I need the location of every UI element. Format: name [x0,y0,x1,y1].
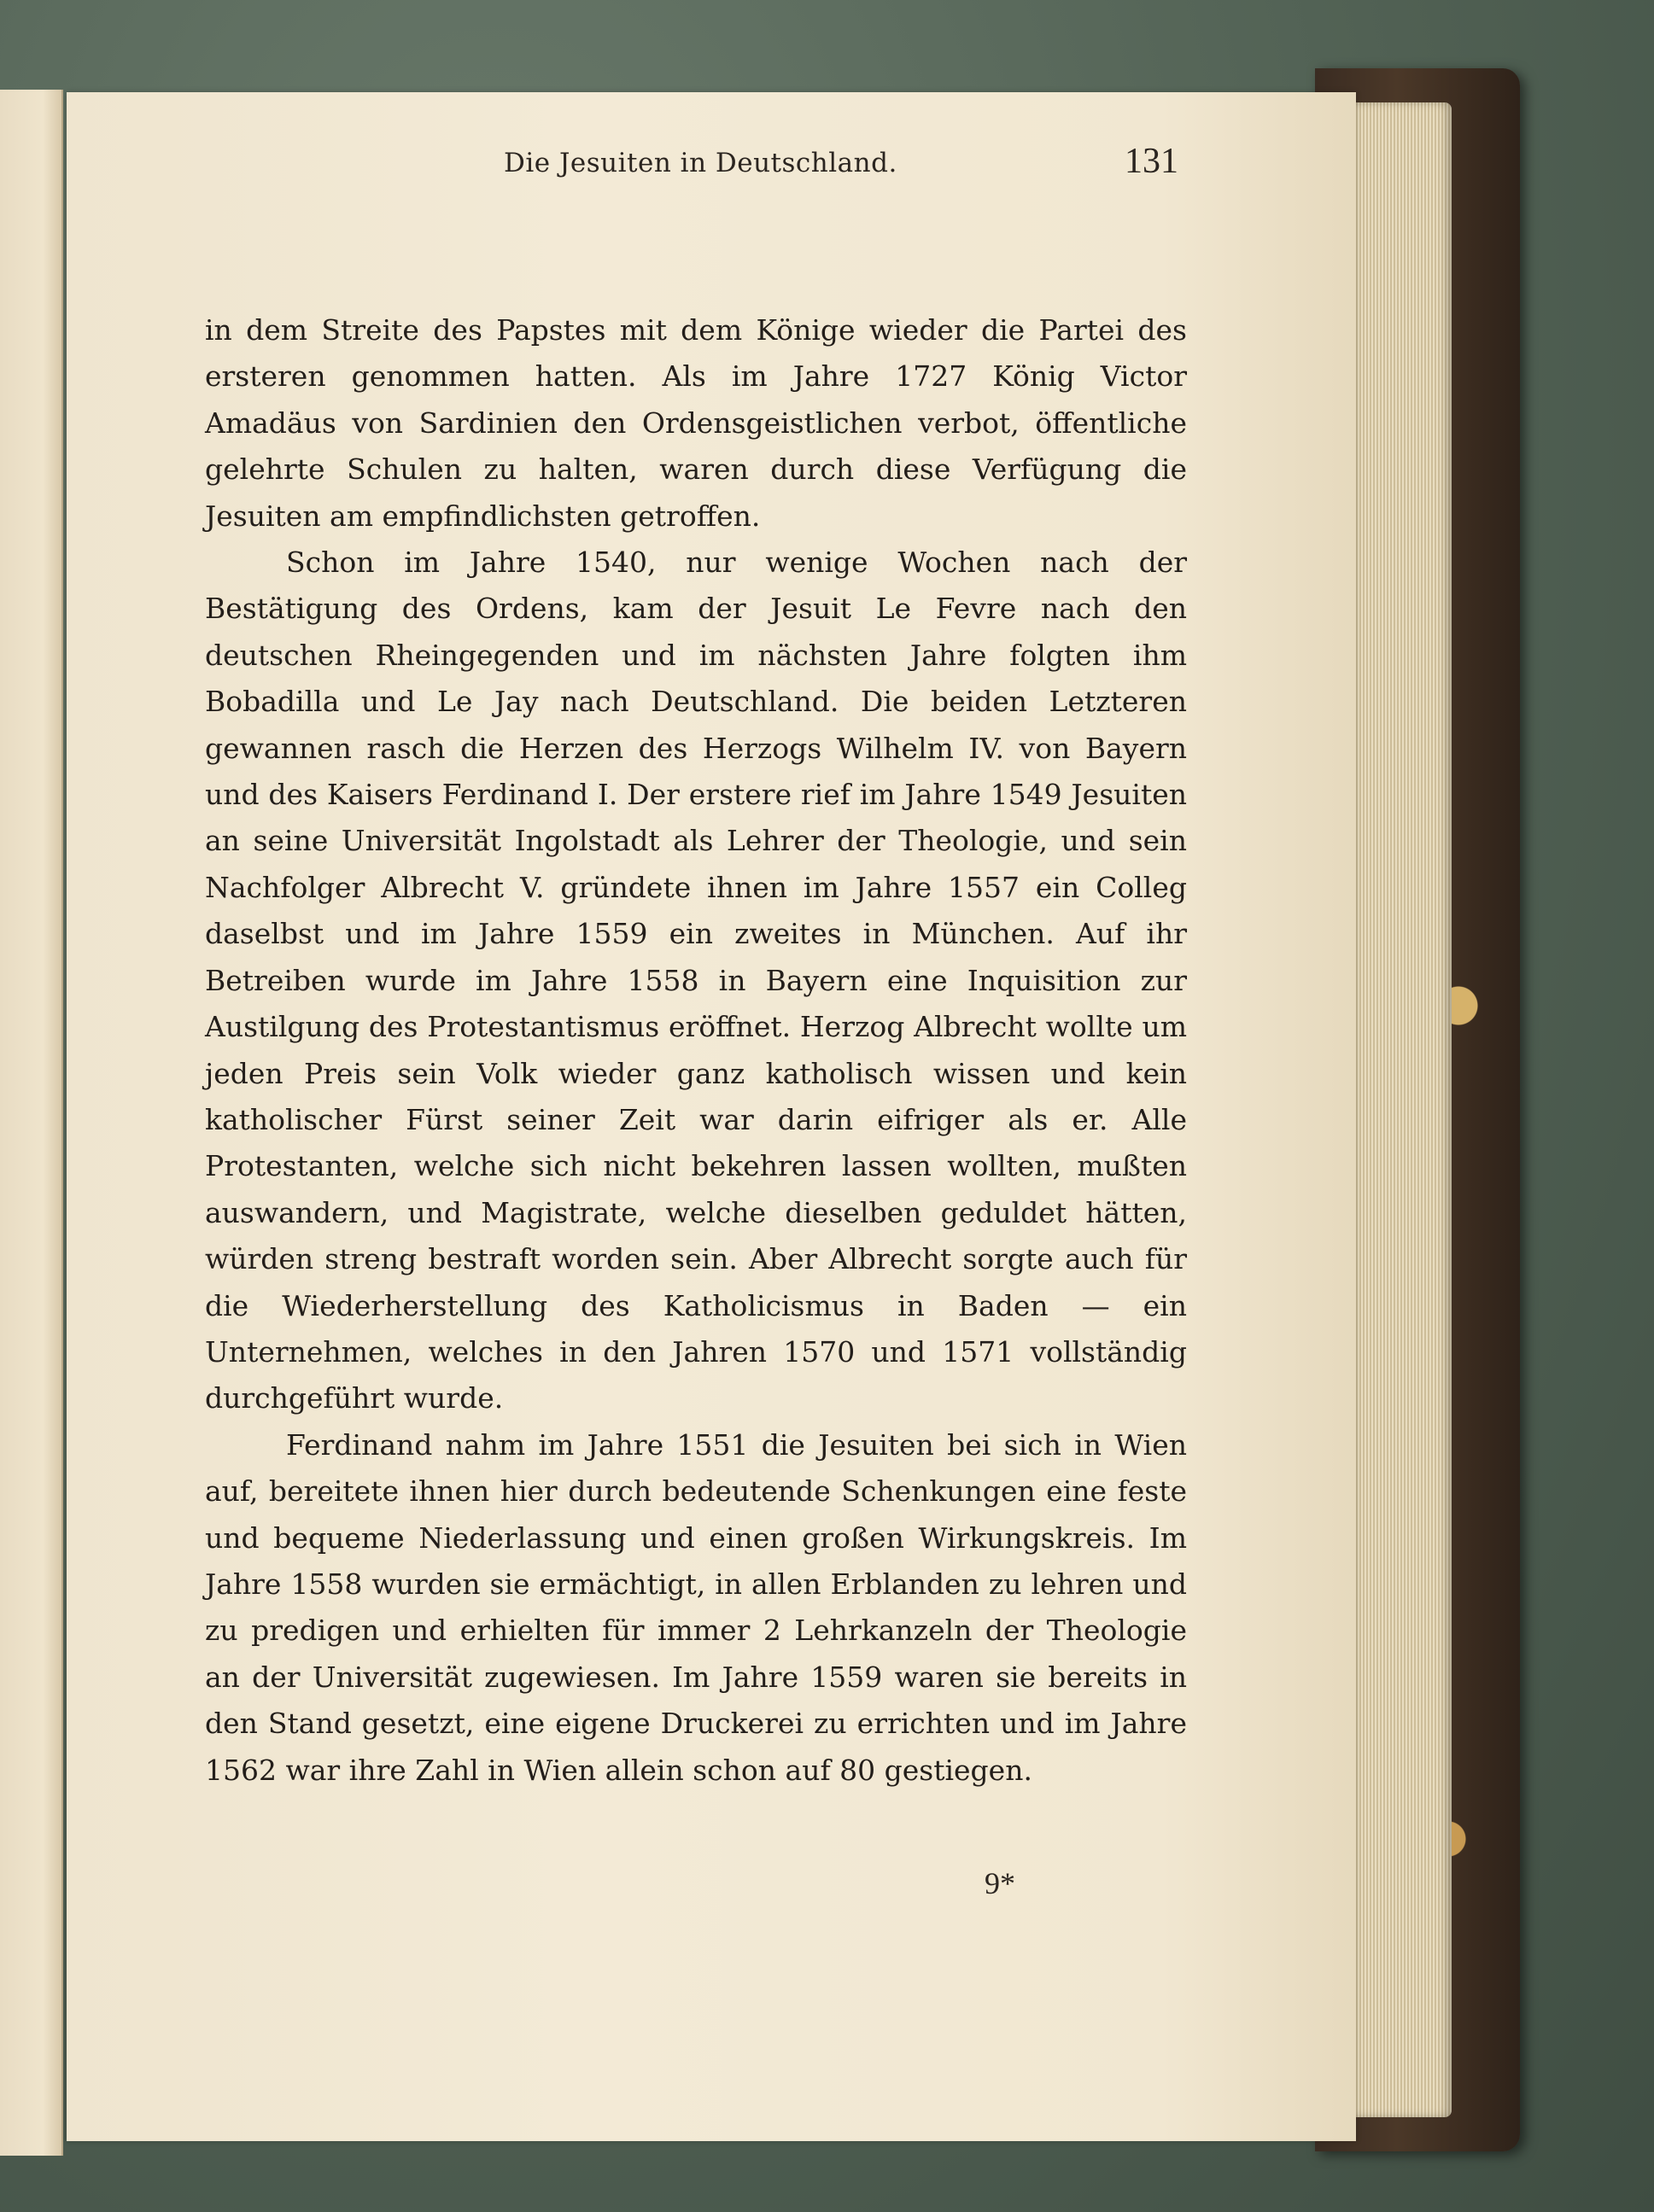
paragraph-1: in dem Streite des Papstes mit dem Könige wieder die Partei des ersteren genommen hatten. Als im Jahre 1727 König Victor Amadäus von Sardinien den Ordensgeistlichen verbot, öffentliche gelehrte Schulen zu halten, waren durch diese Verfügung die Jesuiten am empfindlichsten getroffen. [205,313,1187,533]
paragraph-3: Ferdinand nahm im Jahre 1551 die Jesuiten bei sich in Wien auf, bereitete ihnen hier durch bedeutende Schenkungen eine feste und bequeme Niederlassung und einen großen Wirkungskreis. Im Jahre 1558 wurden sie ermächtigt, in allen Erblanden zu lehren und zu predigen und erhielten für immer 2 Lehrkanzeln der Theologie an der Universität zugewiesen. Im Jahre 1559 waren sie bereits in den Stand gesetzt, eine eigene Druckerei zu errichten und im Jahre 1562 war ihre Zahl in Wien allein schon auf 80 gestiegen. [205,1427,1187,1787]
body-text [205,307,1187,1794]
page-number: 131 [1125,142,1178,181]
running-title: Die Jesuiten in Deutschland. [504,148,897,178]
page-header [444,141,1178,192]
signature-mark: 9* [985,1866,1015,1900]
paragraph-2: Schon im Jahre 1540, nur wenige Wochen nach der Bestätigung des Ordens, kam der Jesuit Le Fevre nach den deutschen Rheingegenden und im nächsten Jahre folgten ihm Bobadilla und Le Jay nach Deutschland. Die beiden Letzteren gewannen rasch die Herzen des Herzogs Wilhelm IV. von Bayern und des Kaisers Ferdinand I. Der erstere rief im Jahre 1549 Jesuiten an seine Universität Ingolstadt als Lehrer der Theologie, und sein Nachfolger Albrecht V. gründete ihnen im Jahre 1557 ein Colleg daselbst und im Jahre 1559 ein zweites in München. Auf ihr Betreiben wurde im Jahre 1558 in Bayern eine Inquisition zur Austilgung des Protestantismus eröffnet. Herzog Albrecht wollte um jeden Preis sein Volk wieder ganz katholisch wissen und kein katholischer Fürst seiner Zeit war darin eifriger als er. Alle Protestanten, welche sich nicht bekehren lassen wollten, mußten auswandern, und Magistrate, welche dieselben geduldet hätten, würden streng bestraft worden sein. Aber Albrecht sorgte auch für die Wiederherstellung des Katholicismus in Baden — ein Unternehmen, welches in den Jahren 1570 und 1571 vollständig durchgeführt wurde. [205,546,1187,1415]
facing-page-edge [0,90,63,2156]
page-edges [1341,102,1452,2117]
